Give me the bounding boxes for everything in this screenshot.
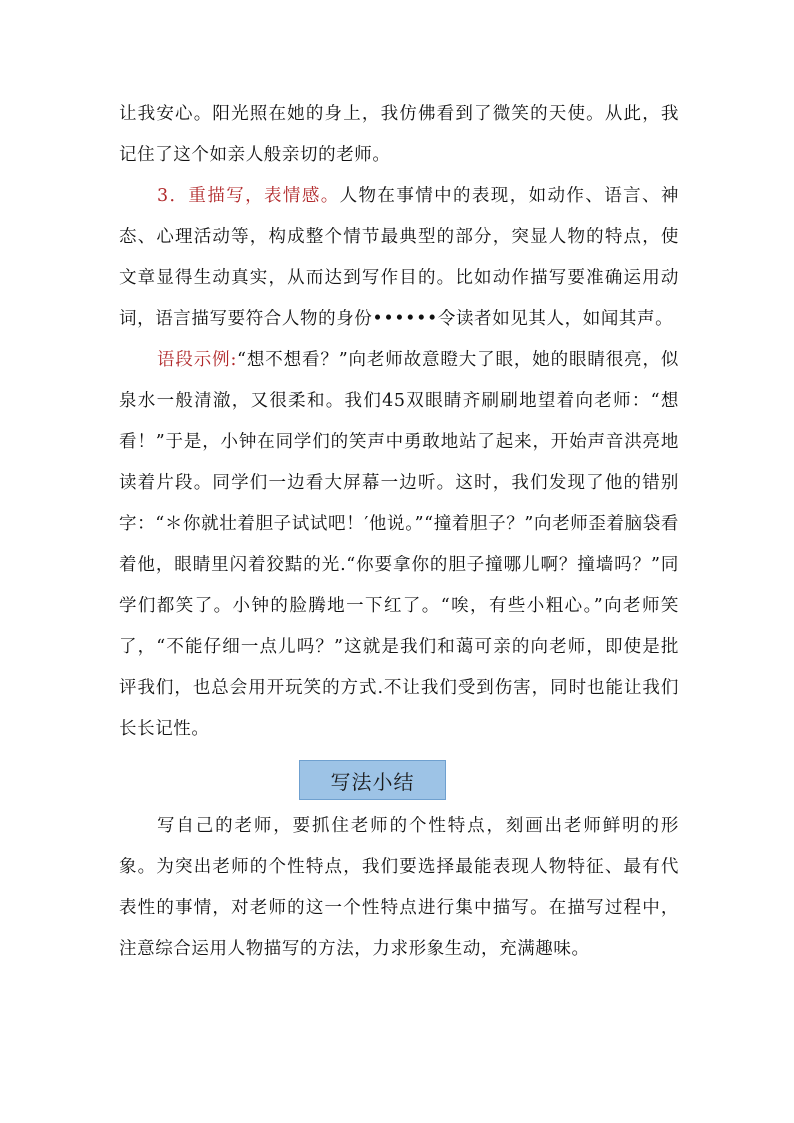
point3-heading: 3．重描写，表情感。 xyxy=(157,186,340,206)
example-body: “想不想看？”向老师故意瞪大了眼，她的眼睛很亮，似泉水一般清澈，又很柔和。我们45双眼睛齐刷刷地望着向老师：“想看！”于是，小钟在同学们的笑声中勇敢地站了起来，开始声音洪亮地读着片段。同学们一边看大屏幕一边听。这时，我们发现了他的错别字：“＊你就壮着胆子试试吧！′他说。”“撞着胆子？”向老师歪着脑袋看着他，眼睛里闪着狡黠的光.“你要拿你的胆子撞哪儿啊？撞墙吗？”同学们都笑了。小钟的脸腾地一下红了。“唉，有些小粗心。”向老师笑了，“不能仔细一点儿吗？”这就是我们和蔼可亲的向老师，即使是批评我们，也总会用开玩笑的方式.不让我们受到伤害，同时也能让我们长长记性。 xyxy=(119,350,679,739)
point3-paragraph xyxy=(119,176,679,340)
summary-title-box: 写法小结 xyxy=(299,760,446,800)
example-label: 语段示例: xyxy=(157,350,237,370)
summary-heading-row xyxy=(119,750,679,806)
document-page xyxy=(119,94,679,970)
point3-body: 人物在事情中的表现，如动作、语言、神态、心理活动等，构成整个情节最典型的部分，突显人物的特点，使文章显得生动真实，从而达到写作目的。比如动作描写要准确运用动词，语言描写要符合人物的身份••••••令读者如见其人，如闻其声。 xyxy=(119,186,679,329)
example-paragraph xyxy=(119,340,679,750)
summary-paragraph: 写自己的老师，要抓住老师的个性特点，刻画出老师鲜明的形象。为突出老师的个性特点，我们要选择最能表现人物特征、最有代表性的事情，对老师的这一个性特点进行集中描写。在描写过程中，注意综合运用人物描写的方法，力求形象生动，充满趣味。 xyxy=(119,816,679,959)
continuation-paragraph: 让我安心。阳光照在她的身上，我仿佛看到了微笑的天使。从此，我记住了这个如亲人般亲切的老师。 xyxy=(119,104,679,165)
